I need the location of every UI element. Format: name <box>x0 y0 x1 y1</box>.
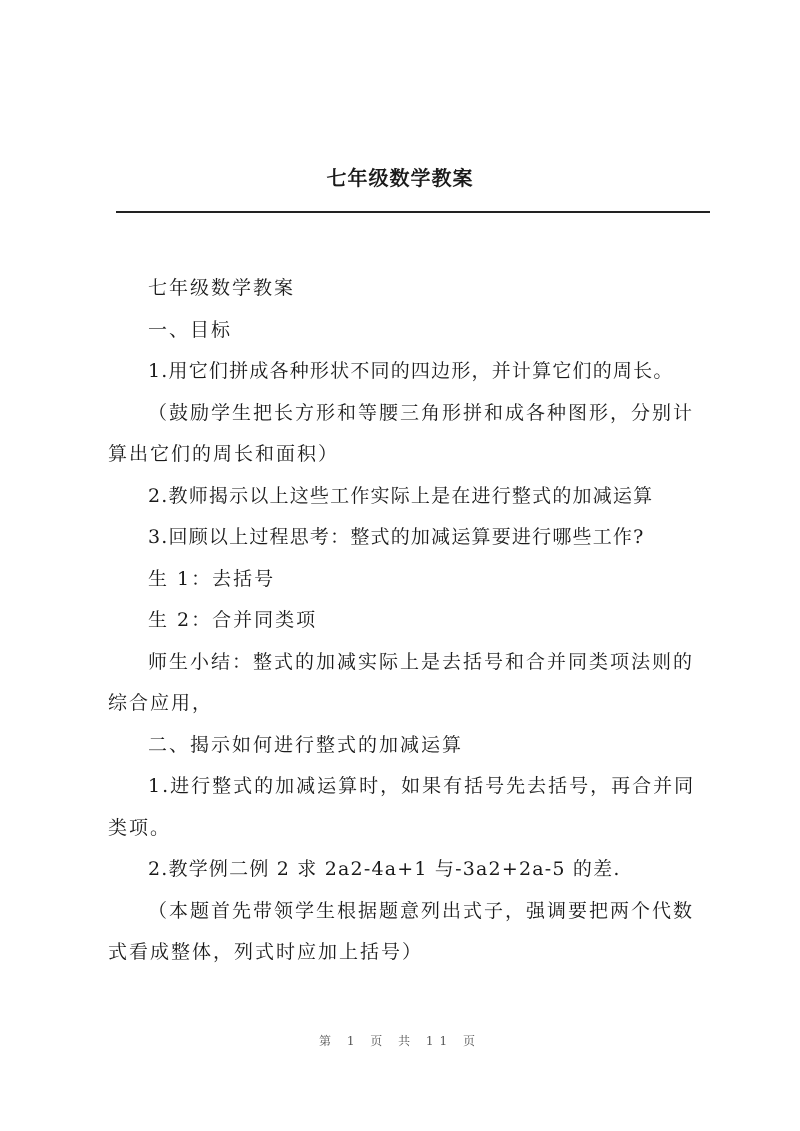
paragraph: 一、目标 <box>148 318 233 341</box>
title-underline <box>116 211 710 213</box>
paragraph: 1.进行整式的加减运算时，如果有括号先去括号，再合并同类项。 <box>108 775 696 839</box>
paragraph: 2.教师揭示以上这些工作实际上是在进行整式的加减运算 <box>148 484 654 507</box>
document-body <box>108 268 712 974</box>
paragraph: （鼓励学生把长方形和等腰三角形拼和成各种图形，分别计算出它们的周长和面积） <box>108 401 695 465</box>
paragraph: （本题首先带领学生根据题意列出式子，强调要把两个代数式看成整体，列式时应加上括号） <box>108 899 695 963</box>
paragraph: 师生小结：整式的加减实际上是去括号和合并同类项法则的综合应用， <box>108 650 695 714</box>
paragraph: 3.回顾以上过程思考：整式的加减运算要进行哪些工作? <box>148 526 645 548</box>
paragraph: 1.用它们拼成各种形状不同的四边形，并计算它们的周长。 <box>148 360 674 382</box>
page-number-footer: 第 1 页 共 11 页 <box>319 1034 481 1048</box>
paragraph: 二、揭示如何进行整式的加减运算 <box>148 733 464 756</box>
document-title: 七年级数学教案 <box>326 166 474 190</box>
paragraph: 生 1：去括号 <box>148 567 276 590</box>
paragraph: 七年级数学教案 <box>148 277 296 299</box>
paragraph: 2.教学例二例 2 求 2a2-4a+1 与-3a2+2a-5 的差. <box>148 858 621 880</box>
paragraph: 生 2：合并同类项 <box>148 609 318 631</box>
